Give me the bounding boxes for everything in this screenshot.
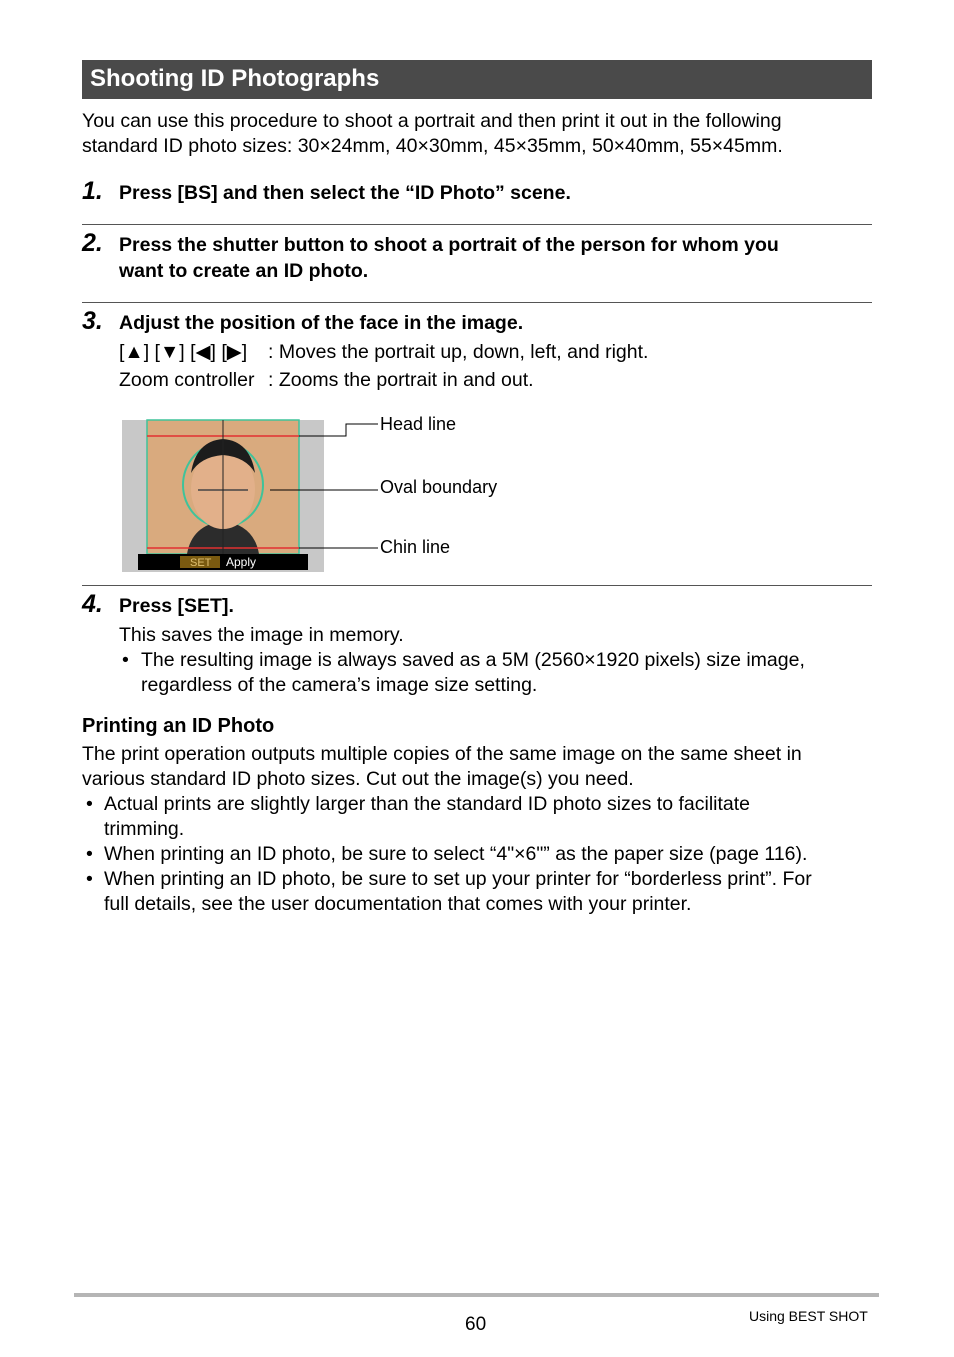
step-3-text: Adjust the position of the face in the image. bbox=[119, 312, 524, 334]
printing-bullet-3-line-2: full details, see the user documentation that comes with your printer. bbox=[104, 893, 692, 915]
divider bbox=[82, 302, 872, 303]
step-3-keys-arrows: [▲] [▼] [◀] [▶] bbox=[119, 341, 248, 363]
set-label: SET bbox=[190, 557, 212, 569]
section-header bbox=[82, 60, 872, 99]
step-4-bullet-line-1: The resulting image is always saved as a 5M (2560×1920 pixels) size image, bbox=[141, 649, 805, 671]
intro-line-2: standard ID photo sizes: 30×24mm, 40×30mm, 45×35mm, 50×40mm, 55×45mm. bbox=[82, 135, 783, 157]
printing-heading: Printing an ID Photo bbox=[82, 715, 275, 737]
step-4-bullet-line-2: regardless of the camera’s image size setting. bbox=[141, 674, 538, 696]
step-2-line-1: Press the shutter button to shoot a portrait of the person for whom you bbox=[119, 234, 779, 256]
divider bbox=[82, 224, 872, 225]
page-number: 60 bbox=[465, 1314, 487, 1335]
printing-bullet-1-line-1: Actual prints are slightly larger than the standard ID photo sizes to facilitate bbox=[104, 793, 751, 815]
step-3-desc-zoom: : Zooms the portrait in and out. bbox=[268, 369, 534, 391]
divider bbox=[82, 585, 872, 586]
step-1-text: Press [BS] and then select the “ID Photo” scene. bbox=[119, 182, 571, 204]
step-4-number: 4. bbox=[82, 590, 103, 618]
printing-bullet-1-line-2: trimming. bbox=[104, 818, 185, 840]
callout-oval-boundary: Oval boundary bbox=[380, 477, 498, 497]
step-3-number: 3. bbox=[82, 307, 103, 335]
printing-para-line-1: The print operation outputs multiple copies of the same image on the same sheet in bbox=[82, 743, 802, 765]
callout-chin-line: Chin line bbox=[380, 537, 451, 557]
bullet-dot: • bbox=[122, 649, 129, 671]
step-4-text: Press [SET]. bbox=[119, 595, 234, 617]
printing-bullet-3-line-1: When printing an ID photo, be sure to set up your printer for “borderless print”. For bbox=[104, 868, 812, 890]
bullet-dot: • bbox=[86, 793, 93, 815]
step-3-keys-zoom: Zoom controller bbox=[119, 369, 255, 391]
step-2-line-2: want to create an ID photo. bbox=[119, 260, 369, 282]
section-title: Shooting ID Photographs bbox=[90, 65, 380, 92]
step-2-number: 2. bbox=[82, 229, 103, 257]
callout-head-line: Head line bbox=[380, 414, 457, 434]
bullet-dot: • bbox=[86, 868, 93, 890]
step-4-detail: This saves the image in memory. bbox=[119, 624, 404, 646]
step-3-desc-arrows: : Moves the portrait up, down, left, and right. bbox=[268, 341, 649, 363]
footer-rule bbox=[74, 1293, 879, 1297]
printing-bullet-2-line-1: When printing an ID photo, be sure to select “4"×6"” as the paper size (page 116). bbox=[104, 843, 808, 865]
printing-para-line-2: various standard ID photo sizes. Cut out the image(s) you need. bbox=[82, 768, 634, 790]
apply-bar bbox=[138, 554, 308, 570]
apply-label: Apply bbox=[226, 555, 257, 569]
step-1-number: 1. bbox=[82, 177, 103, 205]
bullet-dot: • bbox=[86, 843, 93, 865]
intro-line-1: You can use this procedure to shoot a portrait and then print it out in the following bbox=[82, 110, 782, 132]
footer-section: Using BEST SHOT bbox=[749, 1308, 868, 1324]
